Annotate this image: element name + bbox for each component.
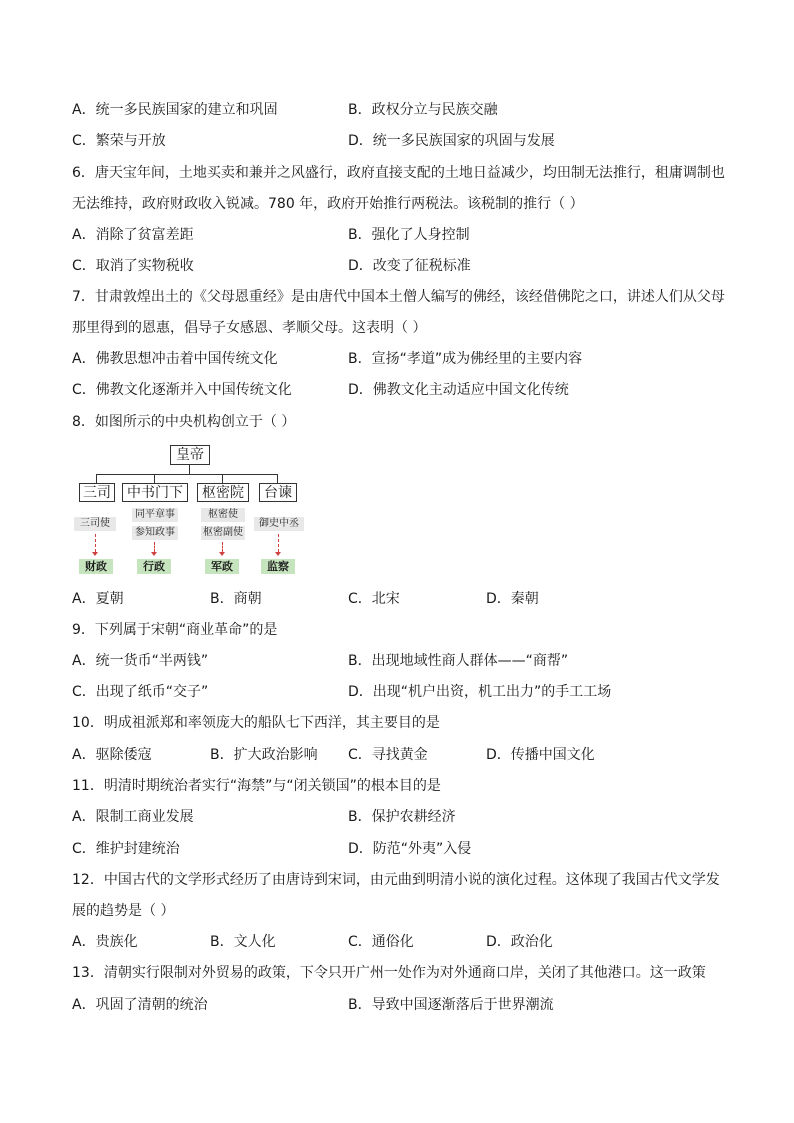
q12-stem-line2: 展的趋势是（ ） [72,903,175,919]
q11-option-b: B．保护农耕经济 [348,809,456,825]
diagram-official-yushizhongcheng: 御史中丞 [254,517,304,531]
q7-stem-line2: 那里得到的恩惠，倡导子女感恩、孝顺父母。这表明（ ） [72,320,427,336]
diagram-connector [222,474,223,483]
diagram-function-supervision: 监察 [261,559,295,574]
diagram-arrowhead [219,552,225,556]
q9-option-a: A．统一货币“半两钱” [72,653,209,669]
q10-stem: 10．明成祖派郑和率领庞大的船队七下西洋，其主要目的是 [72,715,440,731]
q11-option-c: C．维护封建统治 [72,841,180,857]
diagram-arrowhead [151,552,157,556]
q6-option-c: C．取消了实物税收 [72,258,194,274]
diagram-arrow [95,534,96,552]
q11-option-d: D．防范“外夷”入侵 [348,841,472,857]
q5-option-d: D．统一多民族国家的巩固与发展 [348,133,555,149]
q6-option-d: D．改变了征税标准 [348,258,471,274]
diagram-function-military: 军政 [205,559,239,574]
q12-option-b: B．文人化 [210,934,276,950]
diagram-function-finance: 财政 [79,559,113,574]
diagram-official-tongpingzhangshi: 同平章事 [132,508,178,522]
diagram-official-shumishi: 枢密使 [201,508,245,522]
q12-option-c: C．通俗化 [348,934,414,950]
q7-option-d: D．佛教文化主动适应中国文化传统 [348,382,569,398]
q6-option-a: A．消除了贫富差距 [72,227,194,243]
diagram-connector [189,464,190,474]
q7-stem-line1: 7．甘肃敦煌出土的《父母恩重经》是由唐代中国本土僧人编写的佛经，该经借佛陀之口，讲述人们从父母 [72,289,725,305]
diagram-emperor-box: 皇帝 [170,445,210,465]
q5-option-c: C．繁荣与开放 [72,133,166,149]
q8-option-b: B．商朝 [210,591,262,607]
q7-option-b: B．宣扬“孝道”成为佛经里的主要内容 [348,351,583,367]
central-institution-diagram [72,443,312,578]
q11-stem: 11．明清时期统治者实行“海禁”与“闭关锁国”的根本目的是 [72,778,441,794]
q8-stem: 8．如图所示的中央机构创立于（ ） [72,414,296,430]
diagram-official-shumifushi: 枢密副使 [203,527,243,538]
diagram-arrowhead [275,552,281,556]
diagram-arrowhead [92,552,98,556]
q12-option-d: D．政治化 [486,934,553,950]
q11-option-a: A．限制工商业发展 [72,809,194,825]
q9-option-d: D．出现“机户出资，机工出力”的手工工场 [348,684,612,700]
q9-option-b: B．出现地域性商人群体——“商帮” [348,653,569,669]
diagram-official-canzhizhengshi: 参知政事 [132,526,178,540]
q5-option-a: A．统一多民族国家的建立和巩固 [72,102,278,118]
diagram-branch-sansi: 三司 [79,483,115,502]
diagram-branch-zhongshu: 中书门下 [122,483,188,502]
q7-option-c: C．佛教文化逐渐并入中国传统文化 [72,382,292,398]
diagram-arrow [154,542,155,552]
q8-option-a: A．夏朝 [72,591,124,607]
q7-option-a: A．佛教思想冲击着中国传统文化 [72,351,278,367]
q12-stem-line1: 12．中国古代的文学形式经历了由唐诗到宋词，由元曲到明清小说的演化过程。这体现了我国古代文学发 [72,872,720,888]
q6-stem-line2: 无法维持，政府财政收入锐减。780 年，政府开始推行两税法。该税制的推行（ ） [72,196,584,212]
q6-stem-line1: 6．唐天宝年间，土地买卖和兼并之风盛行，政府直接支配的土地日益减少，均田制无法推行，租庸调制也 [72,165,725,181]
q8-option-d: D．秦朝 [486,591,539,607]
diagram-official-sansishi: 三司使 [74,517,116,531]
diagram-connector [154,474,155,483]
diagram-arrow [278,534,279,552]
q10-option-c: C．寻找黄金 [348,747,428,763]
q9-option-c: C．出现了纸币“交子” [72,684,209,700]
q13-stem: 13．清朝实行限制对外贸易的政策，下令只开广州一处作为对外通商口岸，关闭了其他港口。这一政策 [72,965,706,981]
q9-stem: 9．下列属于宋朝“商业革命”的是 [72,622,278,638]
diagram-arrow [222,542,223,552]
q10-option-d: D．传播中国文化 [486,747,595,763]
diagram-function-administration: 行政 [137,559,171,574]
q13-option-b: B．导致中国逐渐落后于世界潮流 [348,997,554,1013]
diagram-branch-taijian: 台谏 [259,483,297,502]
q8-option-c: C．北宋 [348,591,400,607]
diagram-branch-shumi: 枢密院 [197,483,249,502]
q12-option-a: A．贵族化 [72,934,138,950]
q13-option-a: A．巩固了清朝的统治 [72,997,208,1013]
diagram-connector [277,474,278,483]
diagram-connector [96,474,97,483]
q5-option-b: B．政权分立与民族交融 [348,102,498,118]
q10-option-b: B．扩大政治影响 [210,747,318,763]
q6-option-b: B．强化了人身控制 [348,227,470,243]
diagram-connector [96,474,277,475]
q10-option-a: A．驱除倭寇 [72,747,152,763]
